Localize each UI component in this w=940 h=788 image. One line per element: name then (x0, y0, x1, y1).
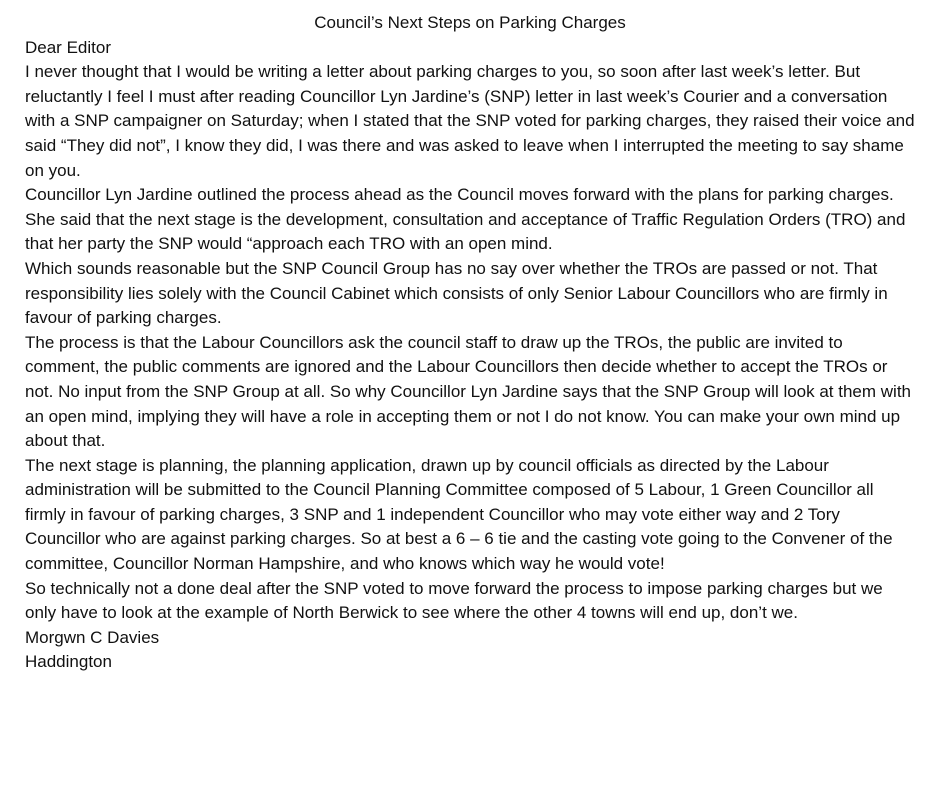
paragraph: Which sounds reasonable but the SNP Council Group has no say over whether the TROs are passed or not. That responsibility lies solely with the Council Cabinet which consists of only Senior Labour Councillors who are firmly in favour of parking charges. (25, 258, 888, 328)
letter-title: Council’s Next Steps on Parking Charges (314, 13, 626, 32)
paragraph: I never thought that I would be writing a letter about parking charges to you, so soon after last week’s letter. But reluctantly I feel I must after reading Councillor Lyn Jardine’s (SNP) letter in last week’s Courier and a conversation with a SNP campaigner on Saturday; when I stated that the SNP voted for parking charges, they raised their voice and said “They did not”, I know they did, I was there and was asked to leave when I interrupted the meeting to say shame on you. (25, 62, 915, 180)
letter (25, 11, 915, 675)
paragraph: Councillor Lyn Jardine outlined the process ahead as the Council moves forward with the plans for parking charges. (25, 185, 894, 205)
signature-place: Haddington (25, 652, 112, 672)
signature-name: Morgwn C Davies (25, 627, 160, 647)
paragraph: The process is that the Labour Councillors ask the council staff to draw up the TROs, the public are invited to comment, the public comments are ignored and the Labour Councillors then decide whether to accept the TROs or not. No input from the SNP Group at all. So why Councillor Lyn Jardine says that the SNP Group will look at them with an open mind, implying they will have a role in accepting them or not I do not know. You can make your own mind up about that. (25, 332, 912, 451)
paragraph: So technically not a done deal after the SNP voted to move forward the process to impose parking charges but we only have to look at the example of North Berwick to see where the other 4 towns will end up, don’t we. (25, 578, 883, 623)
paragraph: The next stage is planning, the planning application, drawn up by council officials as directed by the Labour administration will be submitted to the Council Planning Committee composed of 5 Labour, 1 Green Councillor all firmly in favour of parking charges, 3 SNP and 1 independent Councillor who may vote either way and 2 Tory Councillor who are against parking charges. So at best a 6 – 6 tie and the casting vote going to the Convener of the committee, Councillor Norman Hampshire, and who knows which way he would vote! (25, 455, 893, 574)
salutation: Dear Editor (25, 37, 111, 57)
paragraph: She said that the next stage is the development, consultation and acceptance of Traffic Regulation Orders (TRO) and that her party the SNP would “approach each TRO with an open mind. (25, 209, 906, 254)
